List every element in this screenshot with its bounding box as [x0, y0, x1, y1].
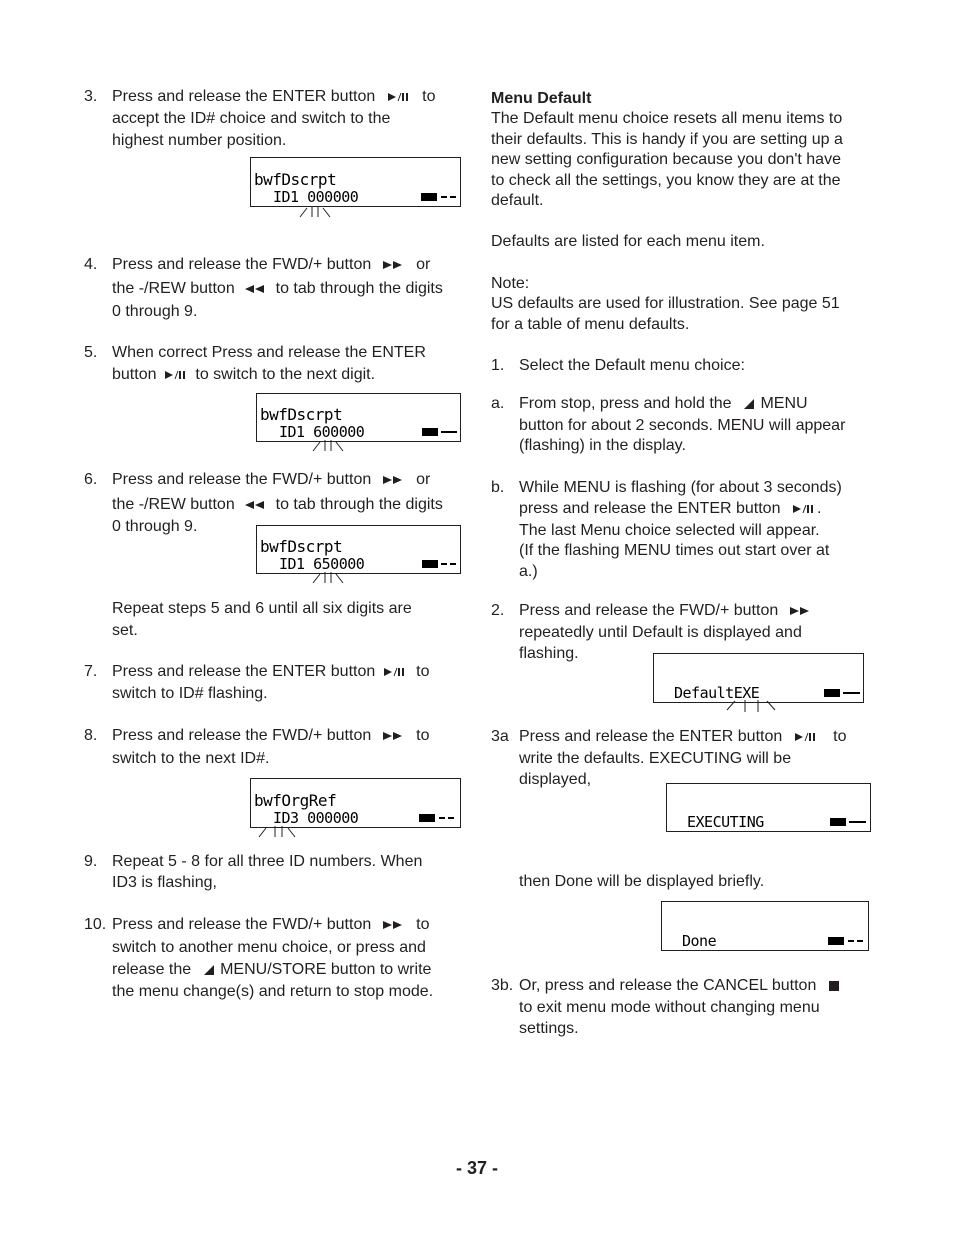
lcd-dash [849, 821, 866, 823]
step-text [112, 726, 430, 746]
step-text-part: or [416, 256, 431, 273]
section-heading: Menu Default [491, 90, 592, 107]
step-number: 3b. [491, 977, 514, 994]
lcd-bottom-line: ID1 650000 [279, 555, 365, 573]
step-text: to exit menu mode without changing menu [519, 999, 820, 1016]
lcd-bottom-line: ID1 600000 [279, 423, 365, 441]
step-text-part: the -/REW button [112, 496, 235, 513]
flash-indicator [256, 824, 300, 840]
step-text: 0 through 9. [112, 518, 198, 535]
repeat-text: set. [112, 622, 138, 639]
page-number: - 37 - [455, 1158, 498, 1178]
battery-icon [422, 428, 438, 436]
lcd-display [250, 778, 461, 828]
step-text-part: MENU/STORE button to write [220, 961, 432, 978]
step-text [112, 662, 430, 682]
step-text-part: Press and release the FWD/+ button [112, 916, 372, 933]
step-text: When correct Press and release the ENTER [112, 344, 426, 361]
lcd-line: EXECUTING [687, 813, 764, 831]
battery-icon [422, 560, 438, 568]
lcd-display [653, 653, 864, 703]
step-text: ID3 is flashing, [112, 874, 217, 891]
lcd-top-line: bwfDscrpt [260, 537, 343, 556]
lcd-dash [448, 817, 454, 819]
fast-forward-icon [789, 605, 813, 617]
lcd-dash [441, 196, 447, 198]
step-text-part: to switch to the next digit. [195, 366, 376, 383]
step-text: button for about 2 seconds. MENU will appear [519, 417, 846, 434]
step-text-part: Press and release the ENTER button [112, 88, 376, 105]
step-number: 3a [491, 728, 509, 745]
lcd-dash [450, 563, 456, 565]
step-text-part: to [416, 916, 430, 933]
note-line: US defaults are used for illustration. See page 51 [491, 295, 840, 312]
step-number: 6. [84, 471, 98, 488]
repeat-text: Repeat steps 5 and 6 until all six digits are [112, 600, 412, 617]
step-text-part: Press and release the FWD/+ button [112, 727, 372, 744]
step-text: While MENU is flashing (for about 3 seconds) [519, 479, 842, 496]
step-text-part: to [833, 728, 847, 745]
step-number: b. [491, 479, 505, 496]
lcd-line: Done [682, 932, 717, 950]
lcd-dash [843, 692, 860, 694]
step-text: switch to ID# flashing. [112, 685, 268, 702]
step-number: 1. [491, 357, 505, 374]
lcd-dash [441, 563, 447, 565]
step-text [112, 470, 430, 490]
step-text-part: or [416, 471, 431, 488]
lcd-top-line: bwfOrgRef [254, 791, 337, 810]
lcd-bottom-line: ID1 000000 [273, 188, 359, 206]
step-number: 2. [491, 602, 505, 619]
battery-icon [824, 689, 840, 697]
menu-triangle-icon [742, 398, 756, 410]
step-text [519, 727, 847, 747]
step-text [112, 279, 443, 299]
step-text-part: to [422, 88, 436, 105]
step-text: repeatedly until Default is displayed and [519, 624, 802, 641]
step-text [112, 960, 431, 980]
step-text: settings. [519, 1020, 579, 1037]
step-text: 0 through 9. [112, 303, 198, 320]
intro-line: to check all the settings, you know they are at the [491, 172, 841, 189]
step-text [112, 365, 375, 385]
play-pause-icon [386, 91, 412, 103]
step-text-part: to [416, 727, 430, 744]
lcd-display [256, 393, 461, 442]
rewind-icon [243, 283, 267, 295]
lcd-top-line: bwfDscrpt [254, 170, 337, 189]
step-text: a.) [519, 563, 538, 580]
intro-line: new setting configuration because you don't have [491, 151, 841, 168]
step-text-part: Press and release the ENTER button [112, 663, 376, 680]
lcd-top-line: bwfDscrpt [260, 405, 343, 424]
intro-line: their defaults. This is handy if you are setting up a [491, 131, 843, 148]
play-pause-icon [163, 369, 189, 381]
lcd-display [256, 525, 461, 574]
step-text-part: Press and release the FWD/+ button [519, 602, 779, 619]
step-text: flashing. [519, 645, 579, 662]
fast-forward-icon [382, 259, 406, 271]
step-text [519, 499, 821, 519]
lcd-dash [441, 431, 457, 433]
lcd-display [250, 157, 461, 207]
step-text: (If the flashing MENU times out start over at [519, 542, 830, 559]
then-text: then Done will be displayed briefly. [519, 873, 765, 890]
step-text: switch to another menu choice, or press and [112, 939, 426, 956]
step-text [519, 601, 813, 621]
rewind-icon [243, 499, 267, 511]
step-text: Repeat 5 - 8 for all three ID numbers. When [112, 853, 423, 870]
step-text-part: . [816, 500, 822, 517]
step-text: highest number position. [112, 132, 287, 149]
step-text-part: Or, press and release the CANCEL button [519, 977, 817, 994]
step-text-part: release the [112, 961, 192, 978]
battery-icon [830, 818, 846, 826]
lcd-display [666, 783, 871, 832]
flash-indicator [310, 570, 350, 586]
step-text: (flashing) in the display. [519, 437, 686, 454]
step-text-part: Press and release the FWD/+ button [112, 471, 372, 488]
step-number: 9. [84, 853, 98, 870]
lcd-dash [450, 196, 456, 198]
step-number: 10. [84, 916, 107, 933]
step-text-part: to tab through the digits [275, 280, 443, 297]
lcd-dash [439, 817, 445, 819]
menu-triangle-icon [202, 964, 216, 976]
fast-forward-icon [382, 730, 406, 742]
note-label: Note: [491, 275, 530, 292]
step-number: 8. [84, 727, 98, 744]
step-text-part: the -/REW button [112, 280, 235, 297]
step-text-part: From stop, press and hold the [519, 395, 732, 412]
step-text: accept the ID# choice and switch to the [112, 110, 391, 127]
lcd-display [661, 901, 869, 951]
defaults-line: Defaults are listed for each menu item. [491, 233, 765, 250]
fast-forward-icon [382, 474, 406, 486]
play-pause-icon [791, 503, 817, 515]
step-text [112, 495, 443, 515]
note-line: for a table of menu defaults. [491, 316, 690, 333]
step-number: 5. [84, 344, 98, 361]
step-number: 4. [84, 256, 98, 273]
step-number: a. [491, 395, 505, 412]
step-text [519, 394, 808, 414]
flash-indicator [723, 698, 783, 716]
lcd-line: DefaultEXE [674, 684, 760, 702]
step-text: Select the Default menu choice: [519, 357, 745, 374]
step-text-part: Press and release the FWD/+ button [112, 256, 372, 273]
battery-icon [828, 937, 844, 945]
flash-indicator [310, 438, 350, 454]
step-text: write the defaults. EXECUTING will be [519, 750, 792, 767]
step-text [112, 255, 430, 275]
battery-icon [419, 814, 435, 822]
flash-indicator [297, 204, 337, 220]
battery-icon [421, 193, 437, 201]
step-text [112, 87, 436, 107]
step-number: 7. [84, 663, 98, 680]
lcd-bottom-line: ID3 000000 [273, 809, 359, 827]
lcd-dash [848, 940, 854, 942]
step-text [112, 915, 430, 935]
step-text-part: to tab through the digits [275, 496, 443, 513]
step-text: switch to the next ID#. [112, 750, 270, 767]
step-text-part: Press and release the ENTER button [519, 728, 783, 745]
fast-forward-icon [382, 919, 406, 931]
play-pause-icon [382, 666, 408, 678]
lcd-dash [857, 940, 863, 942]
intro-line: default. [491, 192, 544, 209]
step-text-part: press and release the ENTER button [519, 500, 781, 517]
step-text: the menu change(s) and return to stop mode. [112, 983, 434, 1000]
stop-square-icon [827, 980, 841, 992]
step-number: 3. [84, 88, 98, 105]
step-text: displayed, [519, 771, 592, 788]
step-text-part: button [112, 366, 157, 383]
play-pause-icon [793, 731, 819, 743]
step-text [519, 976, 841, 996]
step-text: The last Menu choice selected will appear. [519, 522, 820, 539]
step-text-part: MENU [760, 395, 808, 412]
step-text-part: to [416, 663, 430, 680]
intro-line: The Default menu choice resets all menu items to [491, 110, 843, 127]
